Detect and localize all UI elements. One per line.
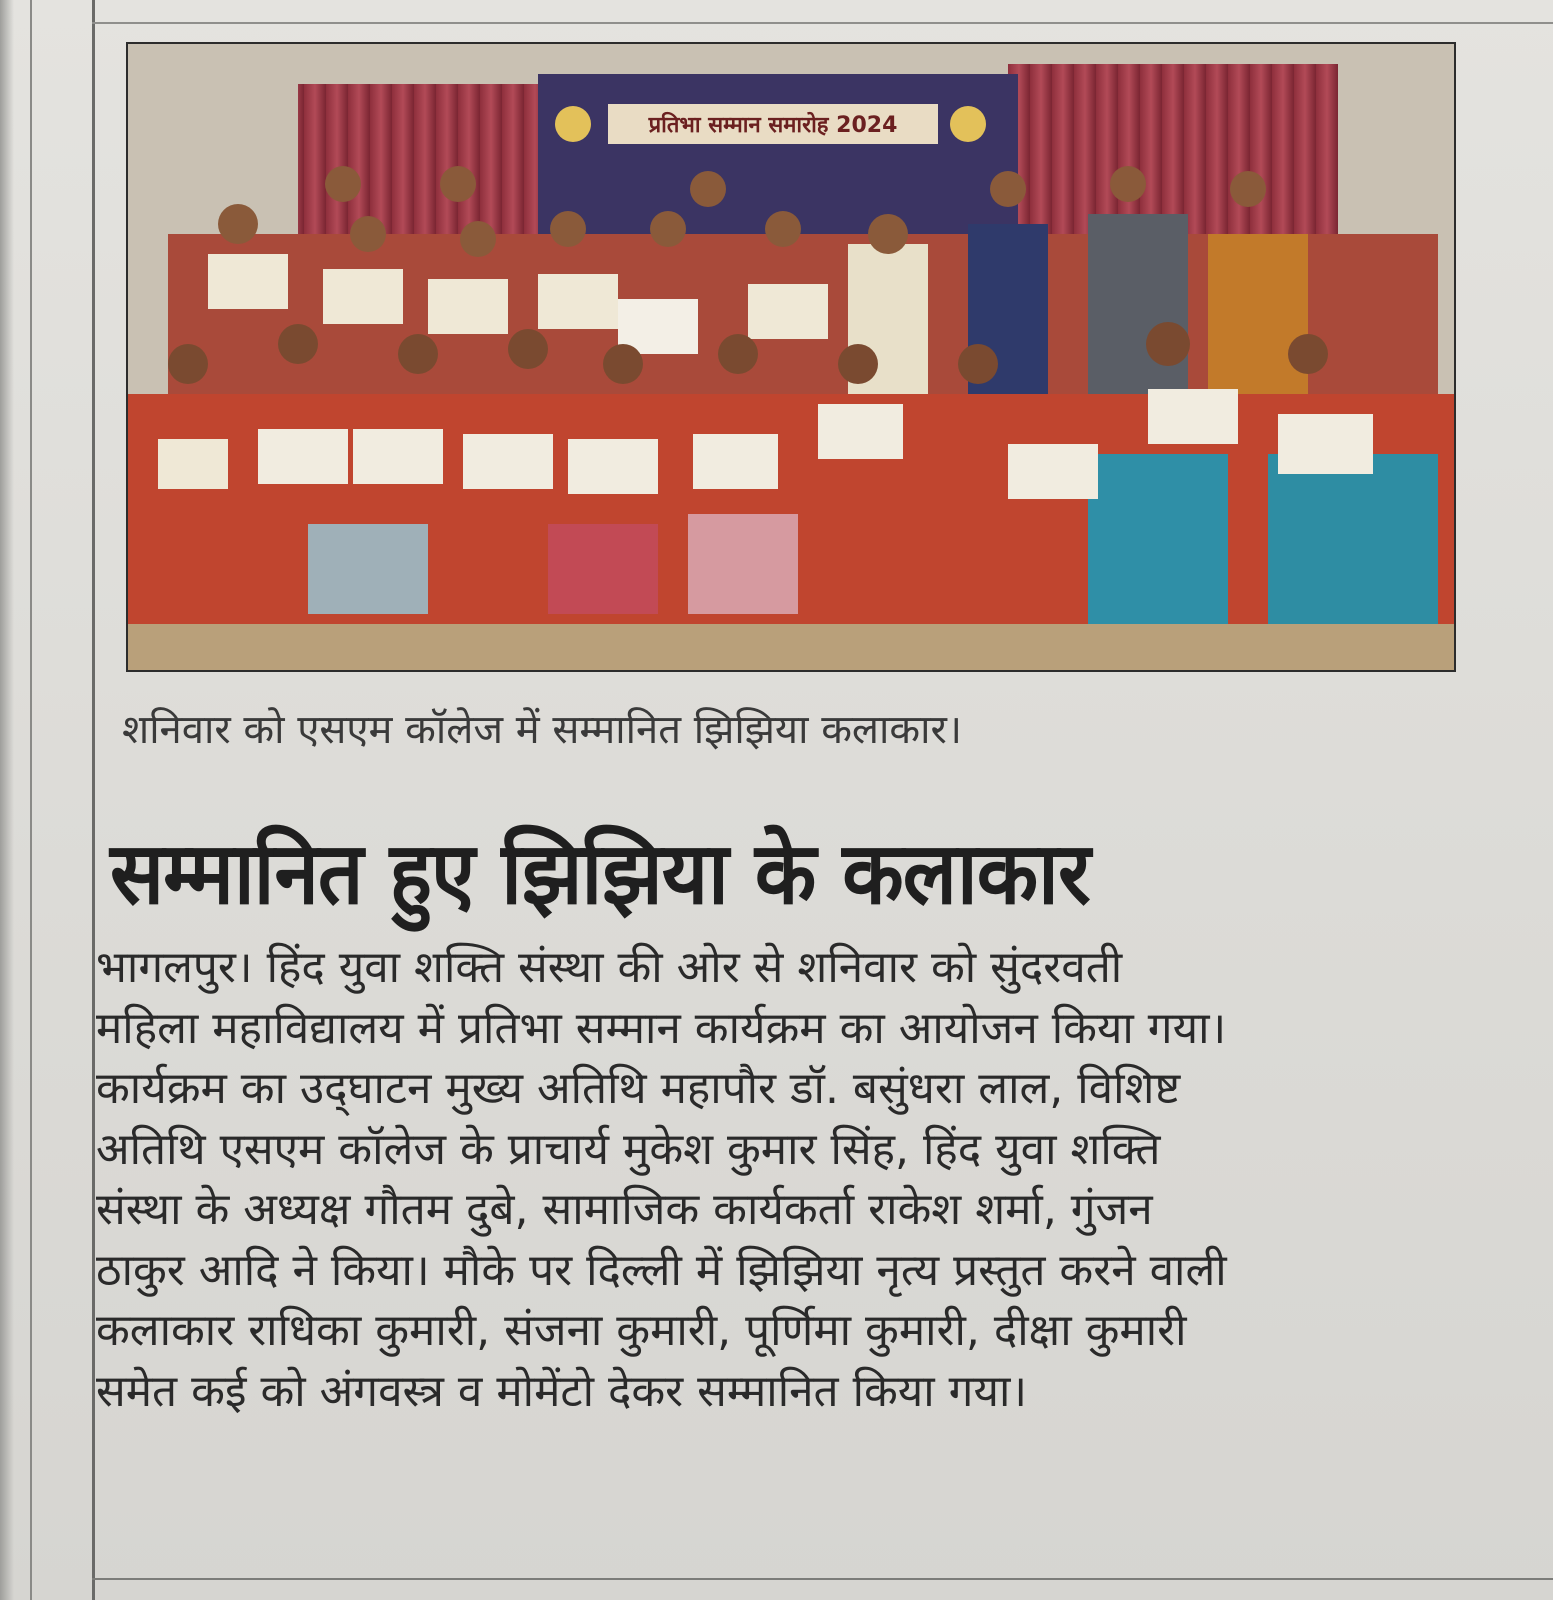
headline: सम्मानित हुए झिझिया के कलाकार	[110, 824, 1090, 924]
article-line: संस्था के अध्यक्ष गौतम दुबे, सामाजिक कार्यकर्ता राकेश शर्मा, गुंजन	[96, 1184, 1153, 1235]
outer-column-rule	[30, 0, 32, 1600]
article-line: कलाकार राधिका कुमारी, संजना कुमारी, पूर्णिमा कुमारी, दीक्षा कुमारी	[96, 1305, 1187, 1356]
page-edge-shadow	[0, 0, 14, 1600]
article-line: कार्यक्रम का उद्‌घाटन मुख्य अतिथि महापौर डॉ. बसुंधरा लाल, विशिष्ट	[96, 1063, 1181, 1114]
article-line: महिला महाविद्यालय में प्रतिभा सम्मान कार्यक्रम का आयोजन किया गया।	[96, 1002, 1227, 1054]
article-body	[96, 938, 1456, 1422]
article-line: ठाकुर आदि ने किया। मौके पर दिल्ली में झिझिया नृत्य प्रस्तुत करने वाली	[96, 1244, 1227, 1296]
article-line: भागलपुर। हिंद युवा शक्ति संस्था की ओर से शनिवार को सुंदरवती	[96, 942, 1123, 993]
top-rule	[92, 22, 1553, 24]
seated-row	[128, 389, 1454, 624]
column-rule	[92, 0, 95, 1600]
banner-text: प्रतिभा सम्मान समारोह 2024	[648, 113, 898, 138]
article-line: समेत कई को अंगवस्त्र व मोमेंटो देकर सम्मानित किया गया।	[96, 1365, 1028, 1417]
news-photo	[126, 42, 1456, 672]
bottom-rule	[92, 1578, 1553, 1580]
photo-caption: शनिवार को एसएम कॉलेज में सम्मानित झिझिया कलाकार।	[122, 707, 963, 753]
article-line: अतिथि एसएम कॉलेज के प्राचार्य मुकेश कुमार सिंह, हिंद युवा शक्ति	[96, 1123, 1161, 1175]
group-photo-illustration	[128, 44, 1454, 670]
